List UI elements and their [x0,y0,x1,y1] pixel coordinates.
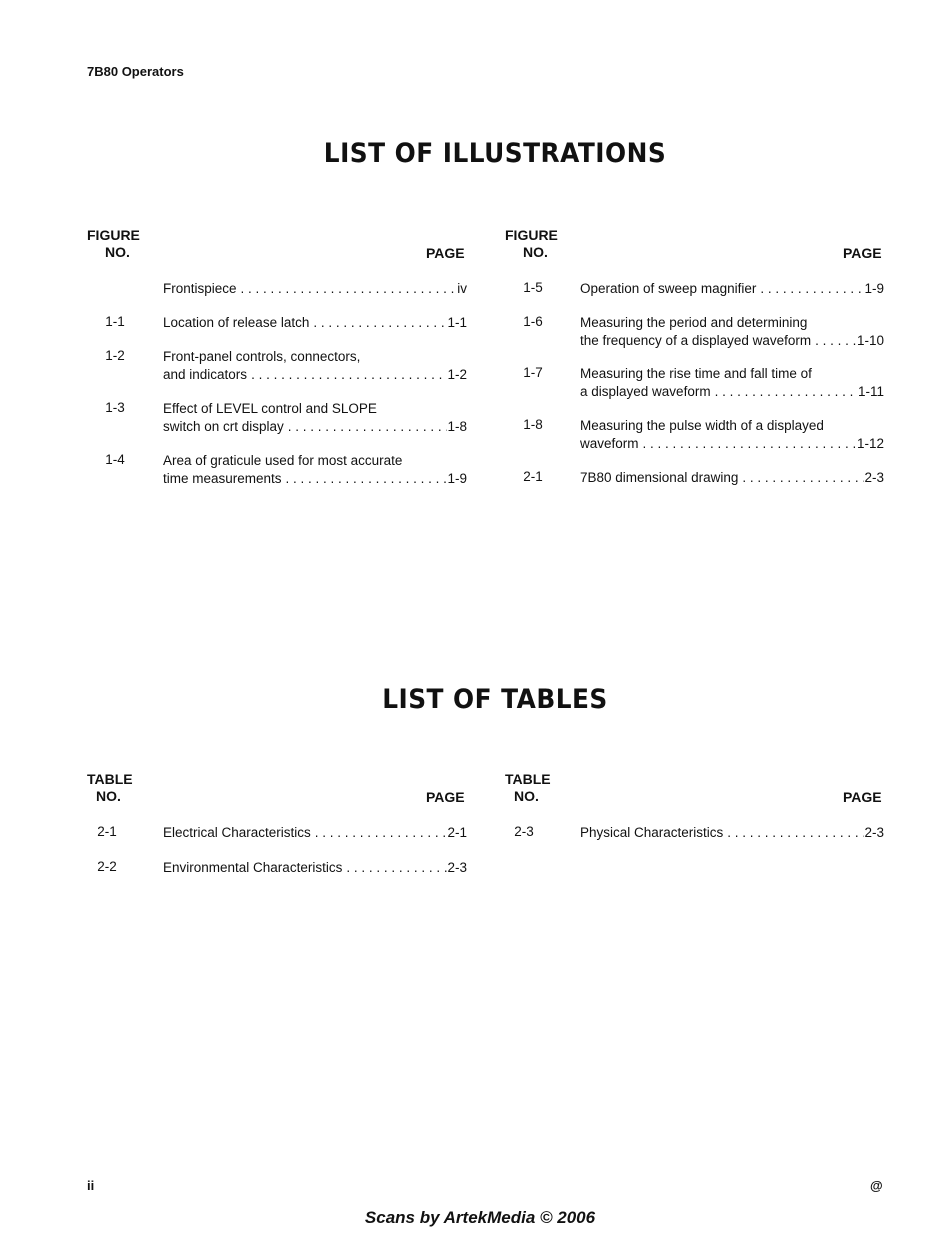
entry-title: Effect of LEVEL control and SLOPE [163,401,377,416]
entry-page: 2-3 [864,470,884,485]
entry-title: Operation of sweep magnifier [580,281,757,296]
list-item [580,280,884,298]
entry-title-cont: a displayed waveform [580,383,711,399]
entry-page: 2-1 [447,825,467,840]
list-item [163,400,467,435]
figure-label: FIGURE [505,227,558,243]
figure-number: 1-7 [523,365,543,380]
entry-page: 1-9 [864,281,884,296]
entry-page: 1-11 [857,383,884,399]
list-item [163,314,467,332]
entry-page: 1-1 [447,315,467,330]
tables-heading: LIST OF TABLES [382,684,608,715]
figure-number: 2-1 [523,469,543,484]
entry-title: Frontispiece [163,281,237,296]
entry-page: 2-3 [864,825,884,840]
entry-title: Front-panel controls, connectors, [163,349,361,364]
table-number: 2-2 [97,859,117,874]
figure-number: 1-2 [105,348,125,363]
figure-number: 1-1 [105,314,125,329]
no-label: NO. [96,788,121,804]
table-label: TABLE [87,771,133,787]
entry-page: 1-2 [447,366,467,382]
page-label: PAGE [843,245,882,261]
entry-title: Environmental Characteristics [163,860,343,875]
running-header: 7B80 Operators [87,64,184,79]
list-item [580,314,884,349]
tables-right-col-header [505,771,551,805]
list-item [580,469,884,487]
list-item [163,280,467,298]
no-label: NO. [514,788,539,804]
entry-page: 1-8 [447,418,467,434]
entry-title: Electrical Characteristics [163,825,311,840]
figure-number: 1-6 [523,314,543,329]
table-number: 2-1 [97,824,117,839]
list-item [163,824,467,842]
table-label: TABLE [505,771,551,787]
entry-title-cont: time measurements [163,470,282,486]
entry-page: 2-3 [447,860,467,875]
entry-title: Measuring the rise time and fall time of [580,366,812,381]
no-label: NO. [523,244,548,260]
illustrations-right-col-header [505,227,558,261]
figure-label: FIGURE [87,227,140,243]
entry-title-cont: switch on crt display [163,418,284,434]
page-label: PAGE [426,789,465,805]
list-item [580,417,884,452]
tables-left-col-header [87,771,133,805]
page-label: PAGE [843,789,882,805]
footer-mark: @ [870,1178,883,1193]
entry-page: iv [457,281,467,296]
list-item [580,365,884,400]
entry-title-cont: the frequency of a displayed waveform [580,332,812,348]
figure-number: 1-3 [105,400,125,415]
entry-title-cont: and indicators [163,366,248,382]
no-label: NO. [105,244,130,260]
entry-page: 1-9 [447,470,467,486]
list-item [580,824,884,842]
list-item [163,859,467,877]
table-number: 2-3 [514,824,534,839]
entry-title: Physical Characteristics [580,825,724,840]
list-item [163,452,467,487]
illustrations-left-col-header [87,227,140,261]
figure-number: 1-4 [105,452,125,467]
page-number: ii [87,1178,95,1193]
entry-title: Measuring the pulse width of a displayed [580,418,824,433]
entry-title: Location of release latch [163,315,310,330]
page-label: PAGE [426,245,465,261]
entry-title: Measuring the period and determining [580,315,808,330]
entry-title: Area of graticule used for most accurate [163,453,403,468]
figure-number: 1-8 [523,417,543,432]
illustrations-heading: LIST OF ILLUSTRATIONS [323,138,667,169]
scan-credit: Scans by ArtekMedia © 2006 [364,1208,596,1227]
entry-page: 1-12 [856,435,884,451]
list-item [163,348,467,383]
entry-title-cont: waveform [580,435,639,451]
figure-number: 1-5 [523,280,543,295]
entry-page: 1-10 [856,332,884,348]
entry-title: 7B80 dimensional drawing [580,470,739,485]
